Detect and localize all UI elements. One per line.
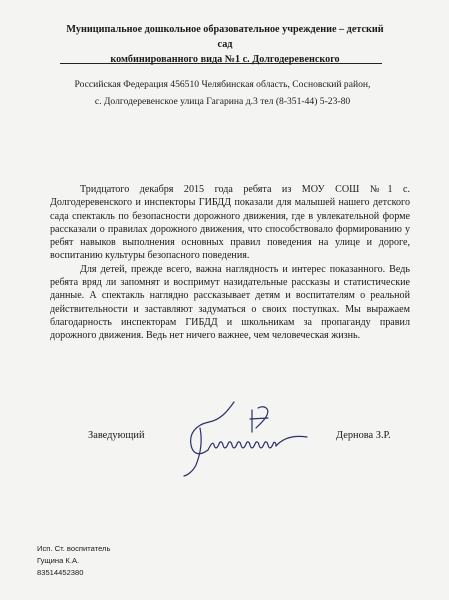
signer-position: Заведующий bbox=[88, 430, 145, 441]
executor-name: Гущина К.А. bbox=[37, 556, 80, 565]
signer-name: Дернова З.Р. bbox=[336, 430, 391, 441]
executor-position: Исп. Ст. воспитатель bbox=[37, 544, 111, 553]
org-name-line1: Муниципальное дошкольное образовательное учреждение – детский сад bbox=[66, 24, 384, 50]
body-paragraph-2: Для детей, прежде всего, важна наглядность и интерес показанного. Ведь ребята вряд ли запомнят и воспримут назидательные рассказы и статистические данные. А спектакль наглядно рассказывает детям и воспитателям о реальной действительности и заставляют задуматься о своих поступках. Мы выражаем благодарность инспекторам ГИБДД и школьникам за пропаганду правил дорожного движения. Ведь нет ничего важнее, чем человеческая жизнь. bbox=[50, 263, 410, 342]
executor-phone: 83514452380 bbox=[37, 568, 84, 577]
address-line1: Российская Федерация 456510 Челябинская область, Сосновский район, bbox=[74, 79, 371, 90]
letter-body bbox=[50, 183, 410, 343]
executor-info bbox=[37, 543, 237, 579]
address-block bbox=[70, 76, 375, 110]
address-line2: с. Долгодеревенское улица Гагарина д.3 тел (8-351-44) 5-23-80 bbox=[94, 96, 351, 107]
org-name-line2: комбинированного вида №1 с. Долгодеревенского bbox=[110, 54, 340, 65]
handwritten-signature bbox=[180, 398, 315, 478]
header-divider bbox=[60, 63, 382, 64]
organization-header bbox=[60, 22, 390, 67]
body-paragraph-1: Тридцатого декабря 2015 года ребята из МОУ СОШ №1 с. Долгодеревенского и инспекторы ГИБДД показали для малышей нашего детского сада спектакль по безопасности дорожного движения, где в увлекательной форме рассказали о правилах дорожного движения, что способствовало формированию у ребят навыков выполнения основных правил поведения на улице и дороге, воспитанию культуры безопасного поведения. bbox=[50, 184, 410, 262]
